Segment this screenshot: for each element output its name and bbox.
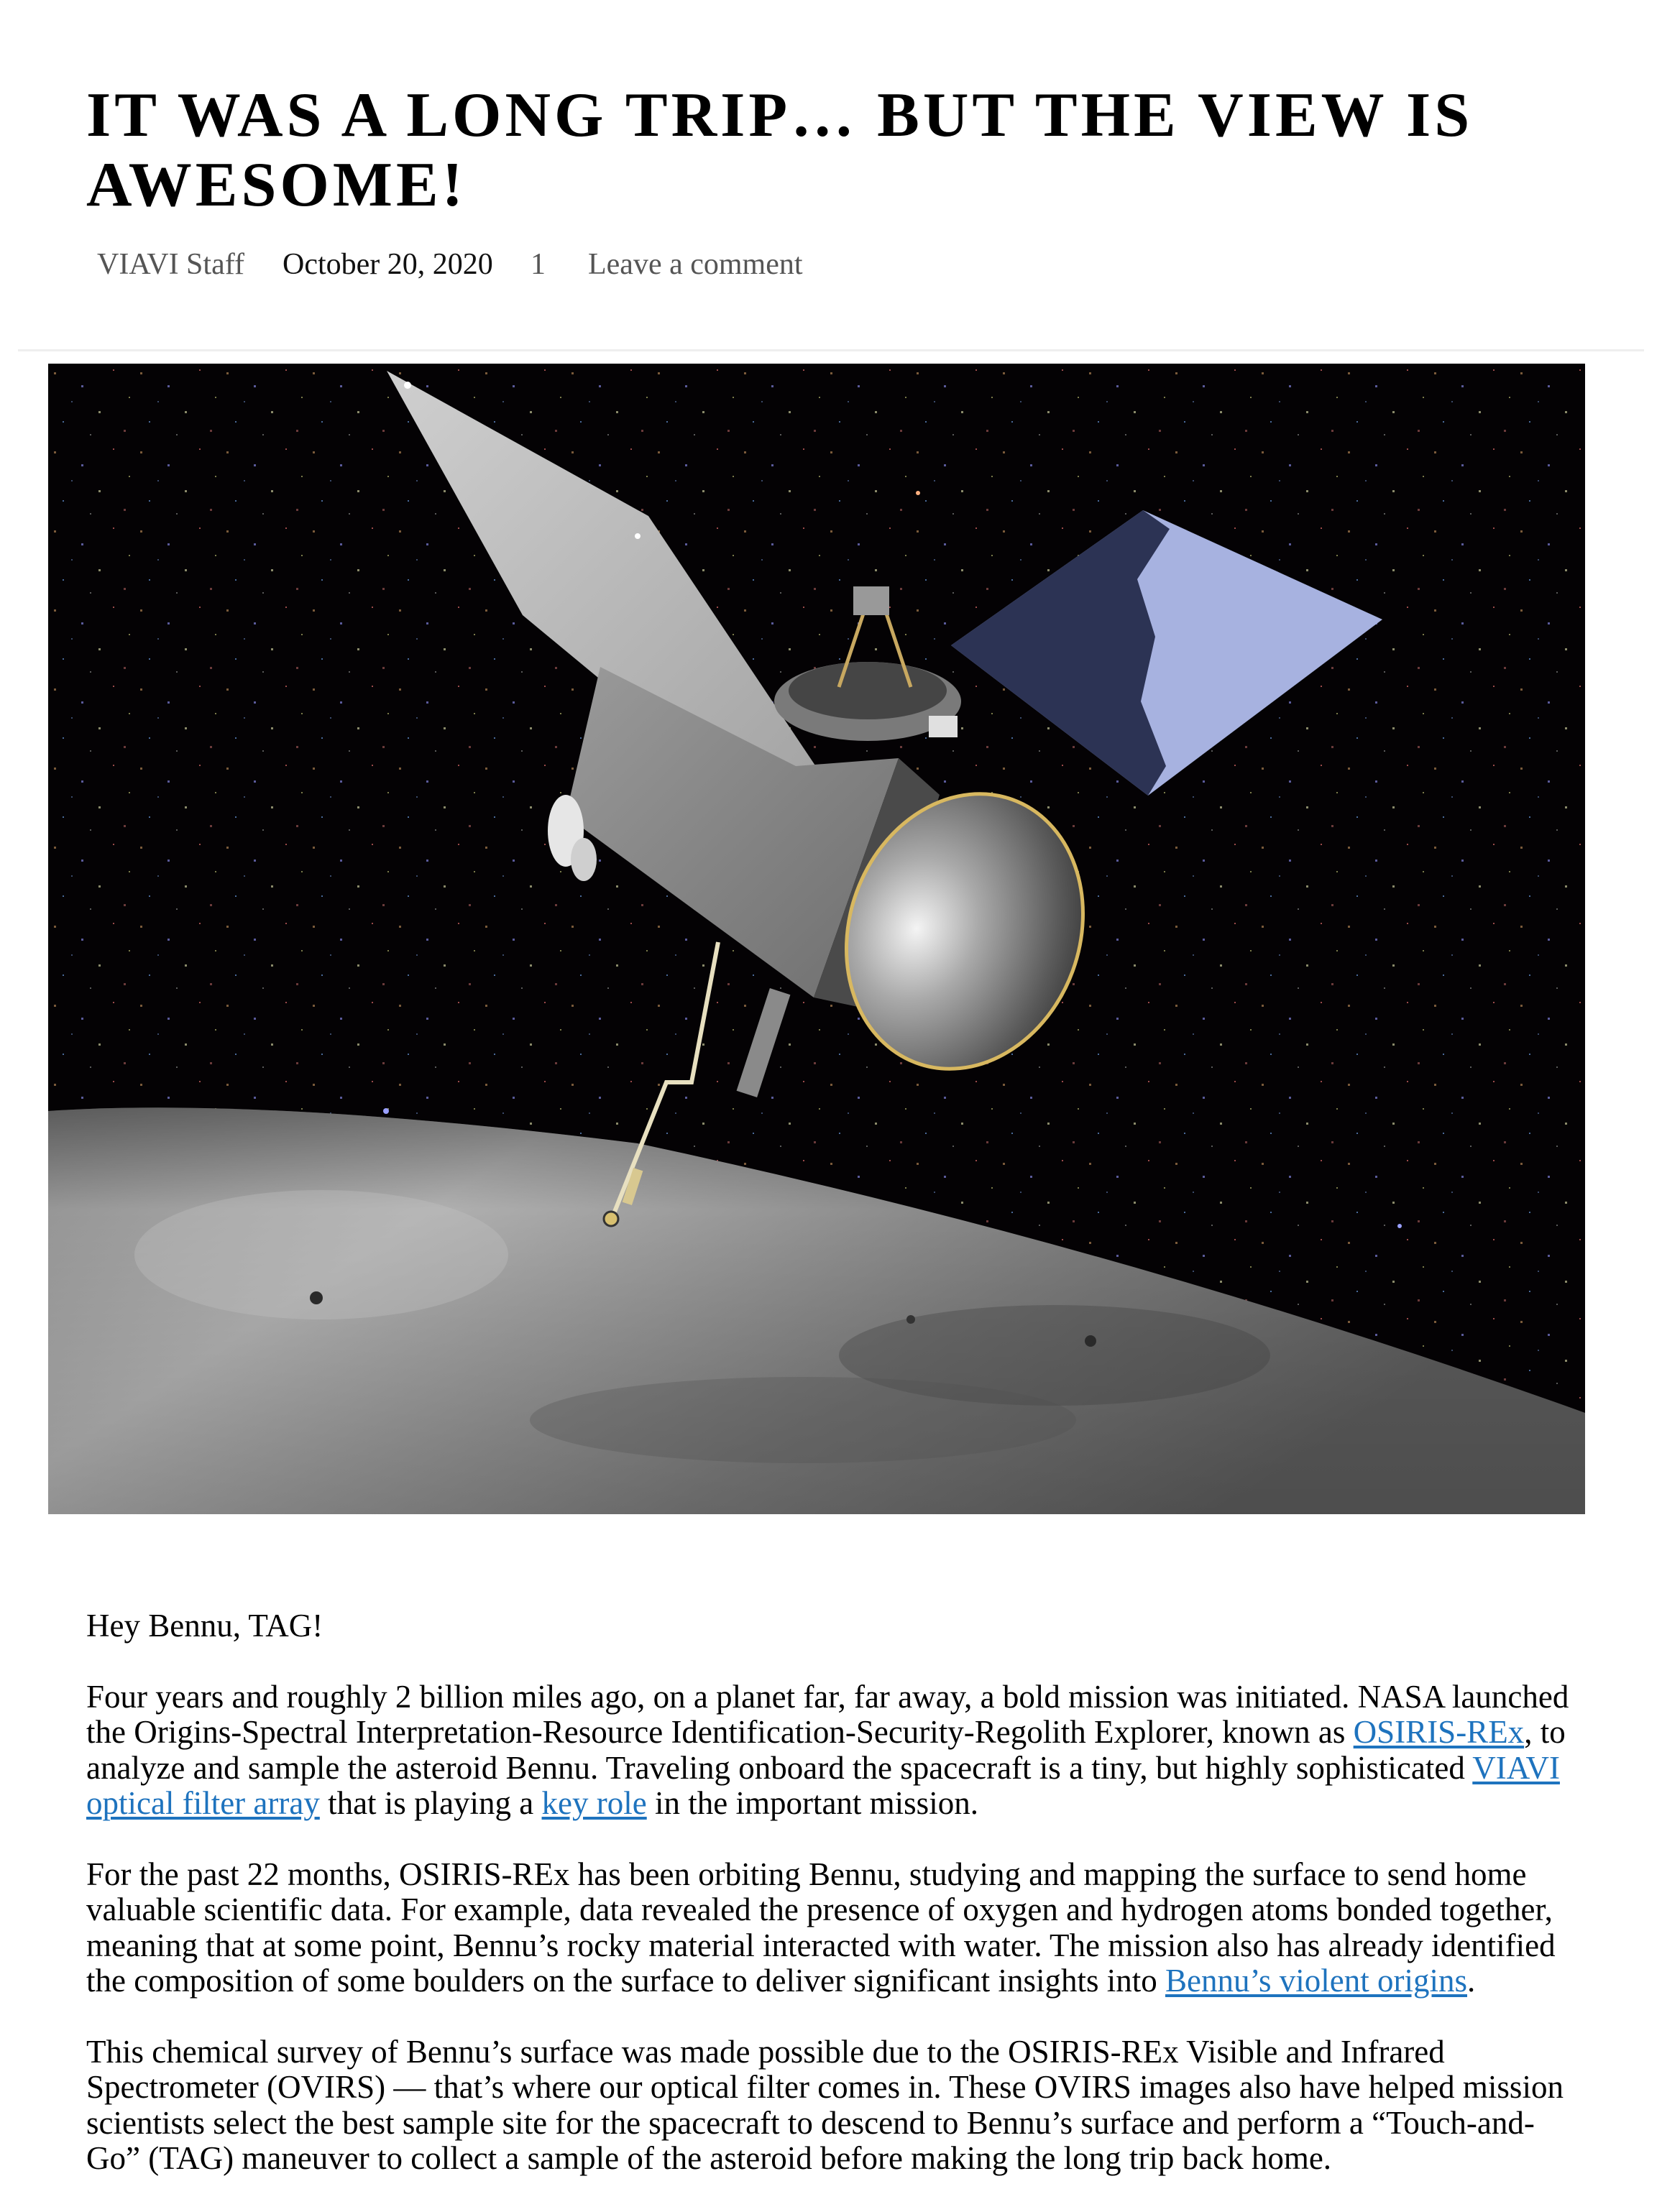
article-body bbox=[86, 1608, 1578, 2212]
osiris-rex-link[interactable]: OSIRIS-REx bbox=[1353, 1714, 1525, 1750]
comment-count[interactable]: 1 bbox=[531, 248, 546, 281]
paragraph-3 bbox=[86, 2034, 1578, 2177]
leave-comment-link[interactable]: Leave a comment bbox=[588, 248, 803, 281]
tag-sampler-head bbox=[604, 1212, 618, 1226]
greeting: Hey Bennu, TAG! bbox=[86, 1608, 323, 1644]
text: in the important mission. bbox=[646, 1785, 978, 1821]
hero-image bbox=[48, 364, 1585, 1514]
text: . bbox=[1466, 1963, 1476, 1999]
paragraph-2 bbox=[86, 1857, 1578, 1999]
header-divider bbox=[18, 349, 1644, 351]
paragraph-1 bbox=[86, 1679, 1578, 1822]
text: , to analyze and sample the asteroid Bennu. Traveling onboard the spacecraft is a tiny, but highly sophisticated bbox=[86, 1714, 1566, 1786]
text: that is playing a bbox=[319, 1785, 542, 1821]
spacecraft-illustration bbox=[48, 364, 1585, 1514]
author-link[interactable]: VIAVI Staff bbox=[97, 248, 244, 281]
bennus-violent-origins-link[interactable]: Bennu’s violent origins bbox=[1165, 1963, 1467, 1999]
post-title: IT WAS A LONG TRIP… BUT THE VIEW IS AWESOME! bbox=[86, 80, 1474, 220]
text: This chemical survey of Bennu’s surface was made possible due to the OSIRIS-REx Visible and Infrared Spectrometer (OVIRS) — that’s where our optical filter comes in. These OVIRS images also have helped mission scientists select the best sample site for the spacecraft to descend to Bennu’s surface and perform a “Touch-and-Go” (TAG) maneuver to collect a sample of the asteroid before making the long trip back home. bbox=[86, 2033, 1564, 2176]
post-date[interactable]: October 20, 2020 bbox=[283, 248, 493, 281]
text: For the past 22 months, OSIRIS-REx has been orbiting Bennu, studying and mapping the surface to send home valuable scientific data. For example, data revealed the presence of oxygen and hydrogen atoms bonded together, meaning that at some point, Bennu’s rocky material interacted with water. The mission also has already identified the composition of some boulders on the surface to deliver significant insights into bbox=[86, 1856, 1556, 1999]
viavi-optical-filter-array-link[interactable]: VIAVI optical filter array bbox=[86, 1749, 1560, 1821]
text: Four years and roughly 2 billion miles ago, on a planet far, far away, a bold mission was initiated. NASA launched the Origins-Spectral Interpretation-Resource Identification-Security-Regolith Explorer, known as bbox=[86, 1678, 1569, 1750]
key-role-link[interactable]: key role bbox=[541, 1785, 647, 1821]
